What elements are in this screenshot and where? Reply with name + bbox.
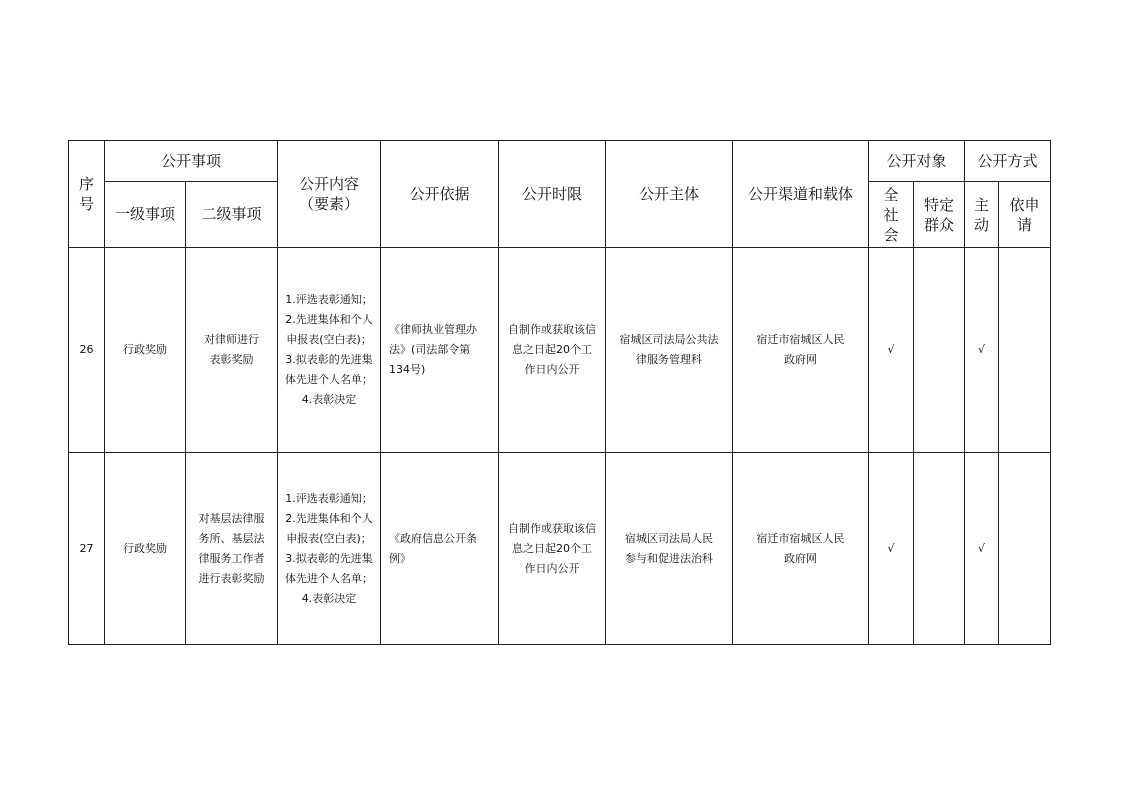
- cell-content: 1.评选表彰通知；2.先进集体和个人申报表(空白表)；3.拟表彰的先进集体先进个人名单；4.表彰决定: [278, 248, 381, 453]
- header-time-limit: 公开时限: [499, 141, 606, 248]
- cell-level1: 行政奖励: [105, 248, 186, 453]
- header-audience: 公开对象: [869, 141, 965, 182]
- header-level2: 二级事项: [186, 182, 278, 248]
- cell-time-limit: 自制作或获取该信息之日起20个工作日内公开: [499, 248, 606, 453]
- cell-basis: 《政府信息公开条例》: [381, 453, 499, 645]
- header-content: 公开内容（要素）: [278, 141, 381, 248]
- cell-level2: 对律师进行表彰奖励: [186, 248, 278, 453]
- cell-seq: 26: [69, 248, 105, 453]
- table-row: [69, 248, 1051, 453]
- check-mark-active: √: [965, 453, 999, 645]
- cell-content: 1.评选表彰通知；2.先进集体和个人申报表(空白表)；3.拟表彰的先进集体先进个人名单；4.表彰决定: [278, 453, 381, 645]
- check-mark-active: √: [965, 248, 999, 453]
- check-mark-specific: [914, 248, 965, 453]
- check-mark-all: √: [869, 248, 914, 453]
- check-mark-request: [999, 248, 1051, 453]
- cell-channel: 宿迁市宿城区人民政府网: [733, 453, 869, 645]
- header-basis: 公开依据: [381, 141, 499, 248]
- header-method: 公开方式: [965, 141, 1051, 182]
- cell-subject: 宿城区司法局公共法律服务管理科: [606, 248, 733, 453]
- cell-level2: 对基层法律服务所、基层法律服务工作者进行表彰奖励: [186, 453, 278, 645]
- header-channel: 公开渠道和载体: [733, 141, 869, 248]
- cell-seq: 27: [69, 453, 105, 645]
- cell-basis: 《律师执业管理办法》(司法部令第134号): [381, 248, 499, 453]
- header-row-1: [69, 141, 1051, 182]
- check-mark-request: [999, 453, 1051, 645]
- table-row: [69, 453, 1051, 645]
- header-audience-specific: 特定群众: [914, 182, 965, 248]
- header-subject: 公开主体: [606, 141, 733, 248]
- check-mark-all: √: [869, 453, 914, 645]
- header-method-active: 主动: [965, 182, 999, 248]
- cell-subject: 宿城区司法局人民参与和促进法治科: [606, 453, 733, 645]
- header-level1: 一级事项: [105, 182, 186, 248]
- check-mark-specific: [914, 453, 965, 645]
- header-items: 公开事项: [105, 141, 278, 182]
- disclosure-table: [68, 140, 1051, 645]
- header-seq: 序号: [69, 141, 105, 248]
- cell-level1: 行政奖励: [105, 453, 186, 645]
- header-audience-all: 全社会: [869, 182, 914, 248]
- header-method-request: 依申请: [999, 182, 1051, 248]
- cell-time-limit: 自制作或获取该信息之日起20个工作日内公开: [499, 453, 606, 645]
- cell-channel: 宿迁市宿城区人民政府网: [733, 248, 869, 453]
